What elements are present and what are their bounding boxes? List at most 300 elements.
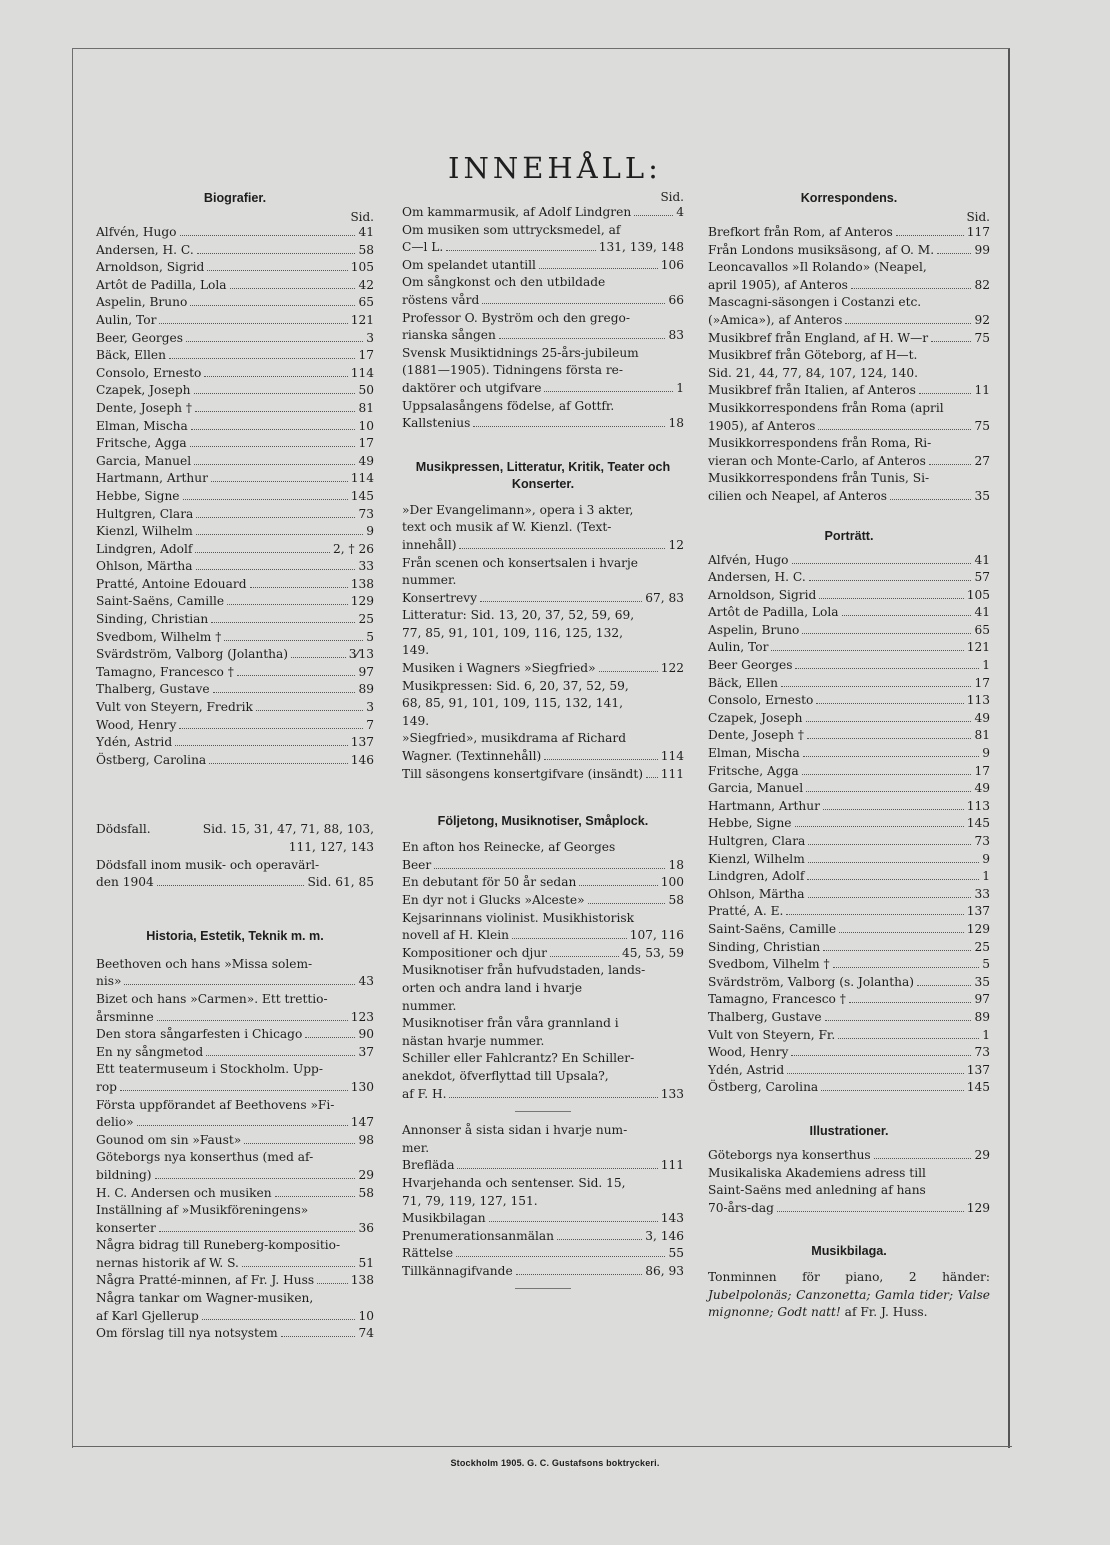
entry-row [708,1079,990,1097]
entry-title: Czapek, Joseph [708,710,803,725]
dot-leader [473,426,665,427]
entry-row [96,259,374,277]
dot-leader [819,598,963,599]
dot-leader [196,569,356,570]
entry-text-line: 77, 85, 91, 101, 109, 116, 125, 132, [402,625,623,640]
entry-title: daktörer och utgifvare [402,380,542,395]
list-item [402,1245,684,1263]
dot-leader [821,1090,964,1091]
list-ovrigt [402,1122,684,1280]
list-item [708,675,990,693]
dot-leader [183,499,348,500]
entry-row [708,675,990,693]
list-item [708,1165,990,1218]
entry-text-line: Beethoven och hans »Missa solem- [96,956,313,971]
entry-title: Elman, Mischa [96,418,188,433]
dot-leader [480,601,642,602]
dot-leader [175,745,348,746]
page-ref: 111 [660,1158,684,1173]
page-ref: 90 [358,1027,374,1042]
dot-leader [917,985,971,986]
entry-row [708,639,990,657]
entry-text-line: Ett teatermuseum i Stockholm. Upp- [96,1062,323,1077]
list-item [96,470,374,488]
dot-leader [155,1178,356,1179]
entry-row [96,681,374,699]
dot-leader [446,250,595,251]
entry-row [96,1167,374,1185]
entry-title: Wood, Henry [708,1045,789,1060]
dot-leader [186,341,363,342]
entry-row [708,692,990,710]
entry-title: rianska sången [402,328,496,343]
dot-leader [539,268,658,269]
entry-row [708,330,990,348]
dot-leader [190,305,355,306]
entry-row [96,576,374,594]
list-item [708,330,990,348]
entry-text-line: Schiller eller Fahlcrantz? En Schiller- [402,1051,635,1066]
list-item [96,1097,374,1132]
dot-leader [777,1211,964,1212]
list-item [96,664,374,682]
dot-leader [849,1002,972,1003]
dot-leader [159,1231,356,1232]
page-ref: 1 [982,658,990,673]
entry-row [96,1308,374,1326]
list-item [708,903,990,921]
entry-title: Hebbe, Signe [96,488,180,503]
dot-leader [833,967,980,968]
list-item [708,382,990,400]
page-ref: 51 [358,1255,374,1270]
list-item [96,1185,374,1203]
list-illustrationer [708,1147,990,1217]
entry-title: Andersen, H. C. [96,242,194,257]
entry-text-line: Musikkorrespondens från Roma (april [708,400,944,415]
dot-leader [890,499,972,500]
entry-row [708,312,990,330]
list-historia [96,956,374,1343]
entry-row [96,400,374,418]
entry-row [96,470,374,488]
dot-leader [196,517,355,518]
dot-leader [457,1168,657,1169]
page-ref: 7 [366,717,374,732]
entry-row [708,604,990,622]
page-ref: 100 [660,875,684,890]
page-ref: 105 [966,587,990,602]
page-ref: 49 [358,453,374,468]
entry-row [96,347,374,365]
entry-row [96,435,374,453]
entry-title: novell af H. Klein [402,928,509,943]
list-item [96,1044,374,1062]
entry-title: Saint-Saëns, Camille [708,921,837,936]
section-heading-biografier: Biografier. [203,191,267,205]
entry-title: Beer, Georges [96,330,183,345]
list-item [96,435,374,453]
entry-title: Till säsongens konsertgifvare (insändt) [402,766,644,781]
entry-title: Arnoldson, Sigrid [708,587,817,602]
page-ref: 129 [966,1200,990,1215]
list-item [402,502,684,555]
entry-row [708,418,990,436]
dot-leader [137,1125,348,1126]
list-item [96,365,374,383]
section-heading-foljetong: Följetong, Musiknotiser, Småplock. [437,814,649,829]
entry-title: röstens vård [402,292,480,307]
entry-text-line: Kejsarinnans violinist. Musikhistorisk [402,910,634,925]
entry-title: delio» [96,1115,134,1130]
entry-title: årsminne [96,1009,154,1024]
dot-leader [489,1221,658,1222]
list-item [708,939,990,957]
page-ref: 50 [358,383,374,398]
list-col2-top [402,204,684,433]
entry-row [96,224,374,242]
entry-title: Brefläda [402,1158,455,1173]
divider [515,1288,571,1289]
list-item [402,962,684,1015]
page-ref: 49 [974,710,990,725]
dot-leader [244,1143,355,1144]
list-foljetong [402,839,684,1103]
list-item [96,611,374,629]
dot-leader [256,710,363,711]
dot-leader [194,393,356,394]
list-item [402,1050,684,1103]
entry-text-line: Några tankar om Wagner-musiken, [96,1291,314,1306]
page-ref: 145 [350,488,374,503]
list-item [402,222,684,257]
entry-title: Czapek, Joseph [96,383,191,398]
page-ref: 114 [660,749,684,764]
entry-row [708,745,990,763]
dot-leader [512,938,627,939]
page-ref: 121 [966,640,990,655]
list-item [402,910,684,945]
dot-leader [230,288,356,289]
page-ref: 55 [668,1246,684,1261]
page-ref: 33 [358,559,374,574]
entry-text-line: Musikaliska Akademiens adress till [708,1165,926,1180]
dot-leader [499,338,666,339]
entry-title: Svärdström, Valborg (Jolantha) [96,647,288,662]
page-ref: 89 [974,1009,990,1024]
entry-title: H. C. Andersen och musiken [96,1185,272,1200]
entry-row [708,763,990,781]
entry-text-line: Några bidrag till Runeberg-kompositio- [96,1238,341,1253]
page-ref: 1 [676,380,684,395]
dot-leader [157,1020,348,1021]
dot-leader [825,1020,972,1021]
list-item [96,734,374,752]
list-portratt [708,552,990,1097]
dot-leader [931,341,971,342]
list-item [96,453,374,471]
imprint-footer: Stockholm 1905. G. C. Gustafsons boktryckeri. [450,1458,660,1468]
list-item [708,745,990,763]
list-item [708,259,990,294]
entry-text-line: orten och andra land i hvarje [402,980,583,995]
page-title: INNEHÅLL: [448,151,662,186]
page-ref: 35 [974,488,990,503]
page-ref: 131, 139, 148 [598,240,684,255]
entry-title: Garcia, Manuel [96,453,192,468]
page-ref: 45, 53, 59 [621,945,684,960]
entry-title: Några Pratté-minnen, af Fr. J. Huss [96,1273,315,1288]
section-heading-historia: Historia, Estetik, Teknik m. m. [146,928,324,943]
entry-title: Garcia, Manuel [708,781,804,796]
section-heading-portratt: Porträtt. [824,528,874,543]
list-item [96,347,374,365]
entry-row [708,974,990,992]
entry-row [96,488,374,506]
entry-text-line: 71, 79, 119, 127, 151. [402,1193,538,1208]
dot-leader [120,1090,348,1091]
entry-row [708,780,990,798]
page-ref: 17 [974,763,990,778]
dot-leader [550,956,619,957]
page-ref: 107, 116 [629,928,684,943]
entry-text-line: Mascagni-säsongen i Costanzi etc. [708,295,922,310]
entry-title: Saint-Saëns, Camille [96,594,225,609]
list-item [96,629,374,647]
list-item [708,1062,990,1080]
entry-text-line: 149. [402,713,430,728]
entry-title: Fritsche, Agga [708,763,799,778]
list-item [402,1175,684,1210]
dot-leader [124,984,355,985]
entry-text-line: Svensk Musiktidnings 25-års-jubileum [402,345,639,360]
list-item [708,763,990,781]
dot-leader [802,774,972,775]
entry-row [402,892,684,910]
dot-leader [557,1239,642,1240]
list-item [96,593,374,611]
entry-title: C—l L. [402,240,444,255]
page-ref: 83 [668,328,684,343]
page-ref: 9 [982,851,990,866]
page-ref: 25 [358,612,374,627]
list-item [402,590,684,608]
list-item [708,435,990,470]
list-item [708,657,990,675]
entry-row [708,833,990,851]
entry-row [96,523,374,541]
entry-row [96,1026,374,1044]
dot-leader [250,587,348,588]
dot-leader [795,826,964,827]
page-ref: 41 [974,552,990,567]
list-item [708,974,990,992]
page-ref: 97 [358,664,374,679]
entry-title: Musikbref från Italien, af Anteros [708,383,916,398]
entry-row [402,239,684,257]
page-ref: 121 [350,312,374,327]
entry-title: Om kammarmusik, af Adolf Lindgren [402,205,632,219]
list-item [96,312,374,330]
list-item [402,730,684,765]
entry-title: Östberg, Carolina [96,752,207,767]
entry-title: Dente, Joseph † [96,400,193,415]
list-item [708,224,990,242]
list-item [708,470,990,505]
dot-leader [195,552,330,553]
entry-title: Hultgren, Clara [708,834,806,848]
list-item [708,833,990,851]
entry-row [708,956,990,974]
entry-row [96,717,374,735]
list-item [708,815,990,833]
entry-title: Andersen, H. C. [708,570,806,585]
entry-title: Aulin, Tor [708,640,769,655]
entry-text-line: Litteratur: Sid. 13, 20, 37, 52, 59, 69, [402,608,635,623]
column-middle [402,190,684,1299]
dot-leader [787,1073,964,1074]
entry-title: nis» [96,974,122,989]
entry-row [708,798,990,816]
page-ref: 105 [350,260,374,275]
dodsfall-block: Dödsfall. Sid. 15, 31, 47, 71, 88, 103, 111, 127, 143 Dödsfall inom musik- och operavärl- den 1904 Sid. 61, 85 [96,821,374,891]
list-item: den 1904 Sid. 61, 85 [96,875,374,890]
list-item [96,699,374,717]
list-item [402,257,684,275]
page-ref: 137 [966,904,990,919]
entry-title: Vult von Steyern, Fredrik [96,700,253,715]
entry-title: Bäck, Ellen [96,348,166,363]
entry-text-line: Göteborgs nya konserthus (med af- [96,1150,314,1165]
list-item [708,587,990,605]
page-ref: 29 [358,1167,374,1182]
page-ref: 138 [350,1273,374,1288]
page-ref: 122 [660,661,684,676]
dot-leader [169,358,356,359]
page-ref: 18 [668,416,684,431]
entry-row [96,1220,374,1238]
page-ref: 67, 83 [645,590,684,605]
entry-title: Wood, Henry [96,717,177,732]
list-item [708,1079,990,1097]
entry-row [96,646,374,664]
entry-row [708,1200,990,1218]
list-item [402,398,684,433]
list-item [96,488,374,506]
dot-leader [808,862,979,863]
list-item [402,874,684,892]
dot-leader [434,868,665,869]
list-item [96,523,374,541]
page-ref: 57 [974,570,990,585]
list-item [402,1228,684,1246]
page-ref: 146 [350,752,374,767]
entry-row [708,488,990,506]
entry-title: innehåll) [402,537,457,552]
page-ref: 9 [366,524,374,539]
dot-leader [544,759,658,760]
page-ref: 92 [974,312,990,327]
page-ref: 41 [974,605,990,620]
page-ref: 129 [966,921,990,936]
entry-row [708,1009,990,1027]
page-ref: 129 [350,594,374,609]
section-heading-illustrationer: Illustrationer. [809,1123,889,1138]
entry-title: Hartmann, Arthur [708,798,820,813]
list-item [96,1149,374,1184]
entry-title: Rättelse [402,1246,454,1261]
dot-leader [211,622,355,623]
page-ref: 27 [974,453,990,468]
entry-row [96,734,374,752]
page-ref: 130 [350,1079,374,1094]
page-ref: 17 [974,675,990,690]
entry-row [402,766,684,784]
list-item [402,839,684,874]
entry-text-line: Musikpressen: Sid. 6, 20, 37, 52, 59, [402,678,629,693]
list-item [96,681,374,699]
page-ref: 10 [358,1308,374,1323]
list-item [96,991,374,1026]
entry-row [402,660,684,678]
entry-title: Musiken i Wagners »Siegfried» [402,661,596,676]
entry-row [96,242,374,260]
page-ref: 147 [350,1115,374,1130]
page-ref: 123 [350,1009,374,1024]
entry-row [96,294,374,312]
list-item [708,956,990,974]
entry-row [96,541,374,559]
list-item [708,604,990,622]
entry-text-line: Från scenen och konsertsalen i hvarje [402,555,638,570]
list-item [96,956,374,991]
entry-text-line: Inställning af »Musikföreningens» [96,1203,309,1218]
dot-leader [791,1055,971,1056]
dot-leader [209,763,348,764]
entry-title: Elman, Mischa [708,746,800,761]
list-item [96,259,374,277]
sid-label: Sid. [350,210,374,224]
section-heading-korrespondens: Korrespondens. [800,191,898,205]
entry-title: Artôt de Padilla, Lola [708,605,839,620]
entry-row [96,1255,374,1273]
entry-title: rop [96,1079,117,1094]
dot-leader [874,1158,972,1159]
dot-leader [456,1256,665,1257]
dot-leader [544,391,673,392]
dot-leader [190,446,356,447]
entry-row [708,552,990,570]
page-ref: 75 [974,418,990,433]
list-item [96,1290,374,1325]
list-item [708,1009,990,1027]
list-item [402,678,684,731]
dot-leader [851,288,972,289]
list-item [708,1044,990,1062]
entry-row [402,415,684,433]
entry-title: Om spelandet utantill [402,257,536,272]
entry-row [96,593,374,611]
entry-text-line: Om musiken som uttrycksmedel, af [402,222,621,237]
list-item [96,576,374,594]
list-item [96,506,374,524]
list-item [708,780,990,798]
entry-row [402,874,684,892]
entry-row [708,622,990,640]
entry-text-line: anekdot, öfverflyttad till Upsala?, [402,1068,609,1083]
list-item [708,851,990,869]
page-ref: 17 [358,348,374,363]
